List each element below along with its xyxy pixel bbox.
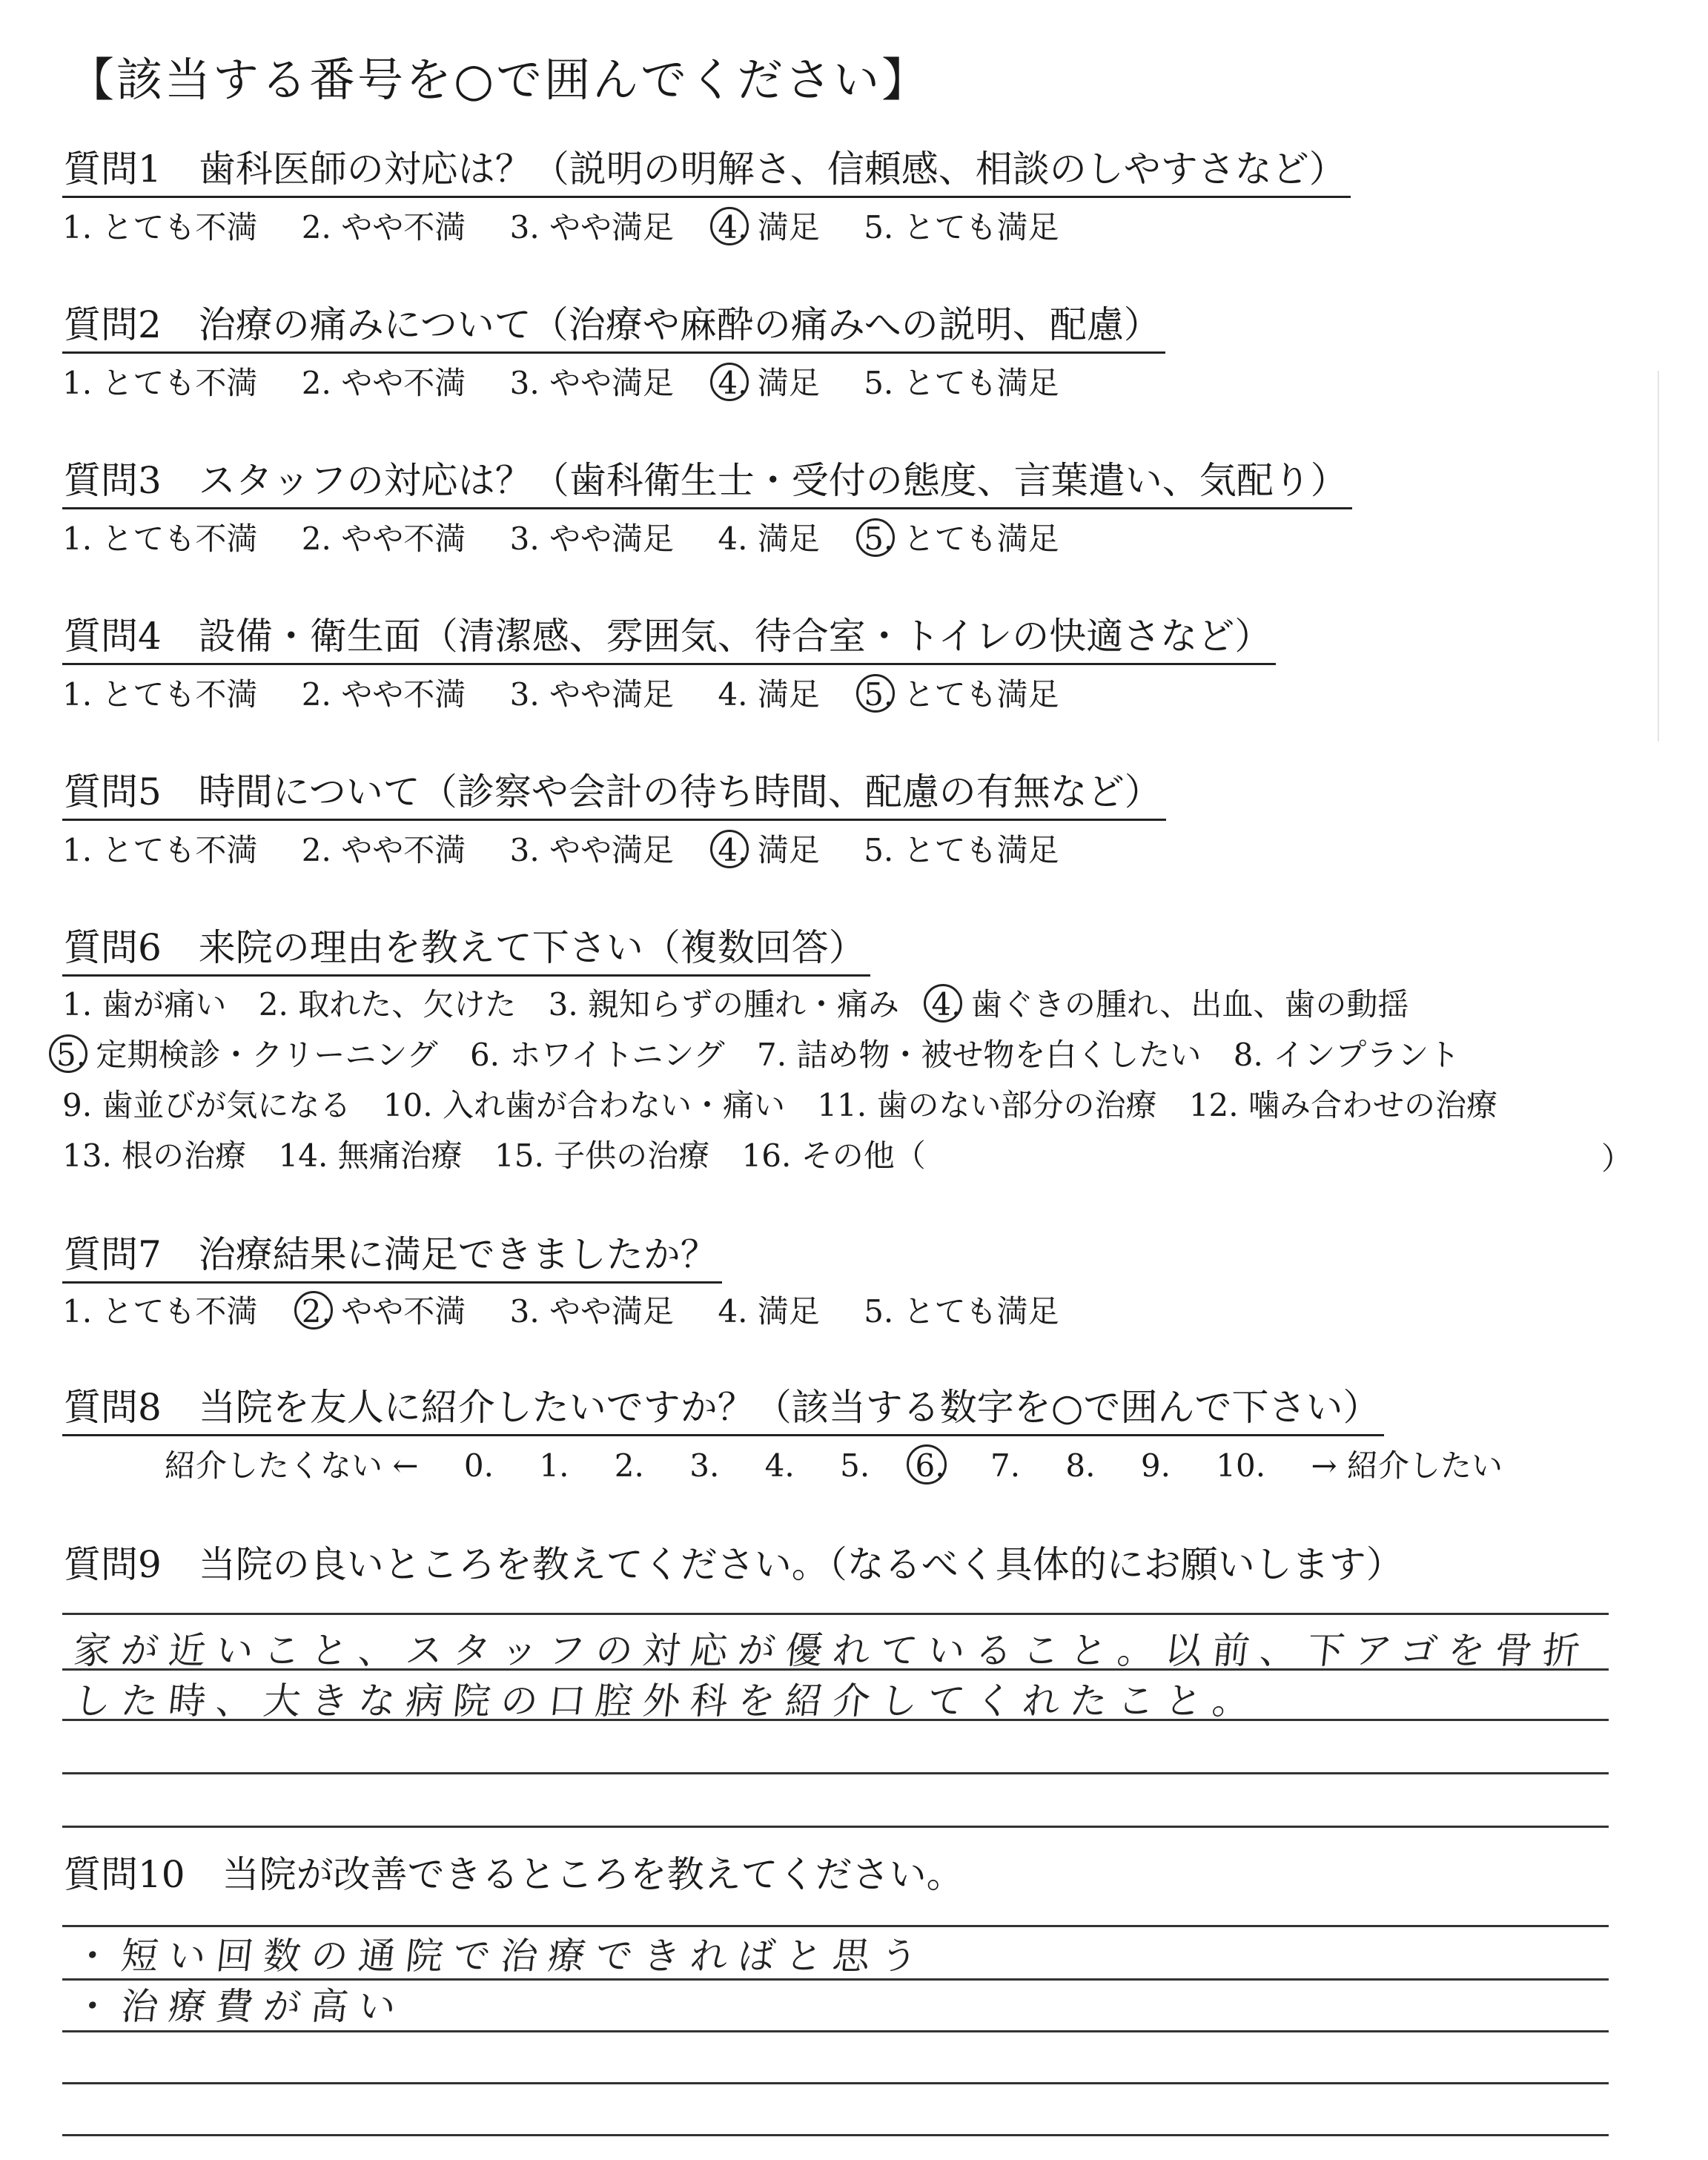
q8-score-0[interactable]: 0. xyxy=(463,1447,494,1484)
q6-option-12[interactable]: 12. 噛み合わせの治療 xyxy=(1188,1087,1497,1123)
q10-answer-line-3 xyxy=(62,2030,1609,2032)
q5-option-5[interactable]: 5. とても満足 xyxy=(864,832,1059,868)
q6-option-8[interactable]: 8. インプラント xyxy=(1233,1037,1460,1073)
q5-option-2[interactable]: 2. やや不満 xyxy=(301,832,466,868)
q6-option-1[interactable]: 1. 歯が痛い xyxy=(62,986,227,1023)
q2-option-1[interactable]: 1. とても不満 xyxy=(62,365,258,401)
q3-option-2[interactable]: 2. やや不満 xyxy=(301,521,466,557)
q3-option-3[interactable]: 3. やや満足 xyxy=(509,521,675,557)
question-1-heading: 質問1 歯科医師の対応は？（説明の明解さ、信頼感、相談のしやすさなど） xyxy=(62,148,1351,198)
q1-option-3[interactable]: 3. やや満足 xyxy=(509,209,675,245)
question-4-heading: 質問4 設備・衛生面（清潔感、雰囲気、待合室・トイレの快適さなど） xyxy=(62,615,1276,665)
q9-handwritten-answer-1[interactable]: 家が近いこと、スタッフの対応が優れていること。以前、下アゴを骨折 xyxy=(71,1629,1593,1672)
q6-option-3[interactable]: 3. 親知らずの腫れ・痛み xyxy=(548,986,900,1023)
q7-option-5[interactable]: 5. とても満足 xyxy=(864,1293,1059,1330)
q8-score-6-circled[interactable]: 6. xyxy=(915,1447,945,1484)
question-6-row-3 xyxy=(62,1087,1520,1124)
q5-option-1[interactable]: 1. とても不満 xyxy=(62,832,258,868)
q8-score-10[interactable]: 10. xyxy=(1216,1447,1266,1484)
q3-option-1[interactable]: 1. とても不満 xyxy=(62,521,258,557)
q4-option-4[interactable]: 4. 満足 xyxy=(718,676,820,713)
q7-option-4[interactable]: 4. 満足 xyxy=(718,1293,820,1330)
q6-option-5-circled[interactable]: 5. 定期検診・クリーニング xyxy=(56,1037,438,1073)
q1-option-2[interactable]: 2. やや不満 xyxy=(301,209,466,245)
q8-left-label: 紹介したくない ← xyxy=(165,1447,419,1484)
question-9-heading: 質問9 当院の良いところを教えてください。（なるべく具体的にお願いします） xyxy=(64,1543,1403,1586)
q9-answer-line-2 xyxy=(62,1668,1609,1671)
q6-option-2[interactable]: 2. 取れた、欠けた xyxy=(258,986,517,1023)
q9-answer-line-5 xyxy=(62,1826,1609,1828)
q2-option-5[interactable]: 5. とても満足 xyxy=(864,365,1059,401)
q5-option-3[interactable]: 3. やや満足 xyxy=(509,832,675,868)
q10-answer-line-4 xyxy=(62,2082,1609,2084)
q8-score-4[interactable]: 4. xyxy=(764,1447,795,1484)
q6-option-13[interactable]: 13. 根の治療 xyxy=(62,1137,247,1174)
q6-option-10[interactable]: 10. 入れ歯が合わない・痛い xyxy=(383,1087,785,1123)
q6-option-15[interactable]: 15. 子供の治療 xyxy=(494,1137,710,1174)
q10-handwritten-answer-2[interactable]: ・治療費が高い xyxy=(71,1985,408,2028)
q1-option-1[interactable]: 1. とても不満 xyxy=(62,209,258,245)
q3-option-5-circled[interactable]: 5. とても満足 xyxy=(864,521,1059,557)
q1-option-5[interactable]: 5. とても満足 xyxy=(864,209,1059,245)
q6-option-4-circled[interactable]: 4. 歯ぐきの腫れ、出血、歯の動揺 xyxy=(931,986,1409,1023)
q9-answer-line-3 xyxy=(62,1719,1609,1721)
q7-option-2-circled[interactable]: 2. やや不満 xyxy=(301,1293,466,1330)
question-6-row-2 xyxy=(56,1037,1482,1074)
q4-option-3[interactable]: 3. やや満足 xyxy=(509,676,675,713)
q8-score-7[interactable]: 7. xyxy=(990,1447,1021,1484)
q4-option-2[interactable]: 2. やや不満 xyxy=(301,676,466,713)
q6-option-14[interactable]: 14. 無痛治療 xyxy=(278,1137,463,1174)
q1-option-4-circled[interactable]: 4. 満足 xyxy=(718,209,820,245)
q8-score-8[interactable]: 8. xyxy=(1065,1447,1096,1484)
q5-option-4-circled[interactable]: 4. 満足 xyxy=(718,832,820,868)
question-5-options xyxy=(62,832,1093,869)
q2-option-4-circled[interactable]: 4. 満足 xyxy=(718,365,820,401)
q6-option-6[interactable]: 6. ホワイトニング xyxy=(469,1037,725,1073)
question-3-heading: 質問3 スタッフの対応は？（歯科衛生士・受付の態度、言葉遣い、気配り） xyxy=(62,460,1352,509)
q4-option-5-circled[interactable]: 5. とても満足 xyxy=(864,676,1059,713)
q4-option-1[interactable]: 1. とても不満 xyxy=(62,676,258,713)
question-7-options xyxy=(62,1293,1093,1330)
q6-option-7[interactable]: 7. 詰め物・被せ物を白くしたい xyxy=(756,1037,1202,1073)
question-4-options xyxy=(62,676,1093,713)
question-6-row-1 xyxy=(62,986,1431,1023)
scan-edge-mark xyxy=(1658,371,1659,742)
question-2-options xyxy=(62,365,1093,402)
q7-option-1[interactable]: 1. とても不満 xyxy=(62,1293,258,1330)
q3-option-4[interactable]: 4. 満足 xyxy=(718,521,820,557)
q9-answer-line-1 xyxy=(62,1613,1609,1615)
q6-option-9[interactable]: 9. 歯並びが気になる xyxy=(62,1087,351,1123)
question-8-heading: 質問8 当院を友人に紹介したいですか？（該当する数字を○で囲んで下さい） xyxy=(62,1387,1384,1436)
q9-handwritten-answer-2[interactable]: した時、大きな病院の口腔外科を紹介してくれたこと。 xyxy=(71,1680,1262,1723)
q7-option-3[interactable]: 3. やや満足 xyxy=(509,1293,675,1330)
q6-option-16-other[interactable]: 16. その他（ xyxy=(741,1137,926,1174)
q8-right-label: → 紹介したい xyxy=(1311,1447,1503,1484)
question-1-options xyxy=(62,209,1093,246)
page-title: 【該当する番号を○で囲んでください】 xyxy=(68,53,930,107)
q2-option-2[interactable]: 2. やや不満 xyxy=(301,365,466,401)
question-5-heading: 質問5 時間について（診察や会計の待ち時間、配慮の有無など） xyxy=(62,771,1166,821)
q8-score-3[interactable]: 3. xyxy=(689,1447,720,1484)
q9-answer-line-4 xyxy=(62,1772,1609,1774)
question-6-row-4 xyxy=(62,1137,948,1175)
question-10-heading: 質問10 当院が改善できるところを教えてください。 xyxy=(64,1853,964,1896)
question-6-heading: 質問6 来院の理由を教えて下さい（複数回答） xyxy=(62,927,870,977)
q8-recommend-scale xyxy=(165,1441,1503,1486)
question-3-options xyxy=(62,521,1093,558)
q8-score-1[interactable]: 1. xyxy=(539,1447,569,1484)
question-7-heading: 質問7 治療結果に満足できましたか？ xyxy=(62,1234,722,1284)
q8-score-2[interactable]: 2. xyxy=(614,1447,644,1484)
q8-score-5[interactable]: 5. xyxy=(840,1447,870,1484)
q10-handwritten-answer-1[interactable]: ・短い回数の通院で治療できればと思う xyxy=(71,1935,930,1978)
q2-option-3[interactable]: 3. やや満足 xyxy=(509,365,675,401)
q8-score-9[interactable]: 9. xyxy=(1140,1447,1171,1484)
q10-answer-line-5 xyxy=(62,2134,1609,2136)
question-2-heading: 質問2 治療の痛みについて（治療や麻酔の痛みへの説明、配慮） xyxy=(62,304,1165,354)
q6-other-close-paren: ） xyxy=(1601,1140,1633,1177)
q6-option-11[interactable]: 11. 歯のない部分の治療 xyxy=(817,1087,1157,1123)
